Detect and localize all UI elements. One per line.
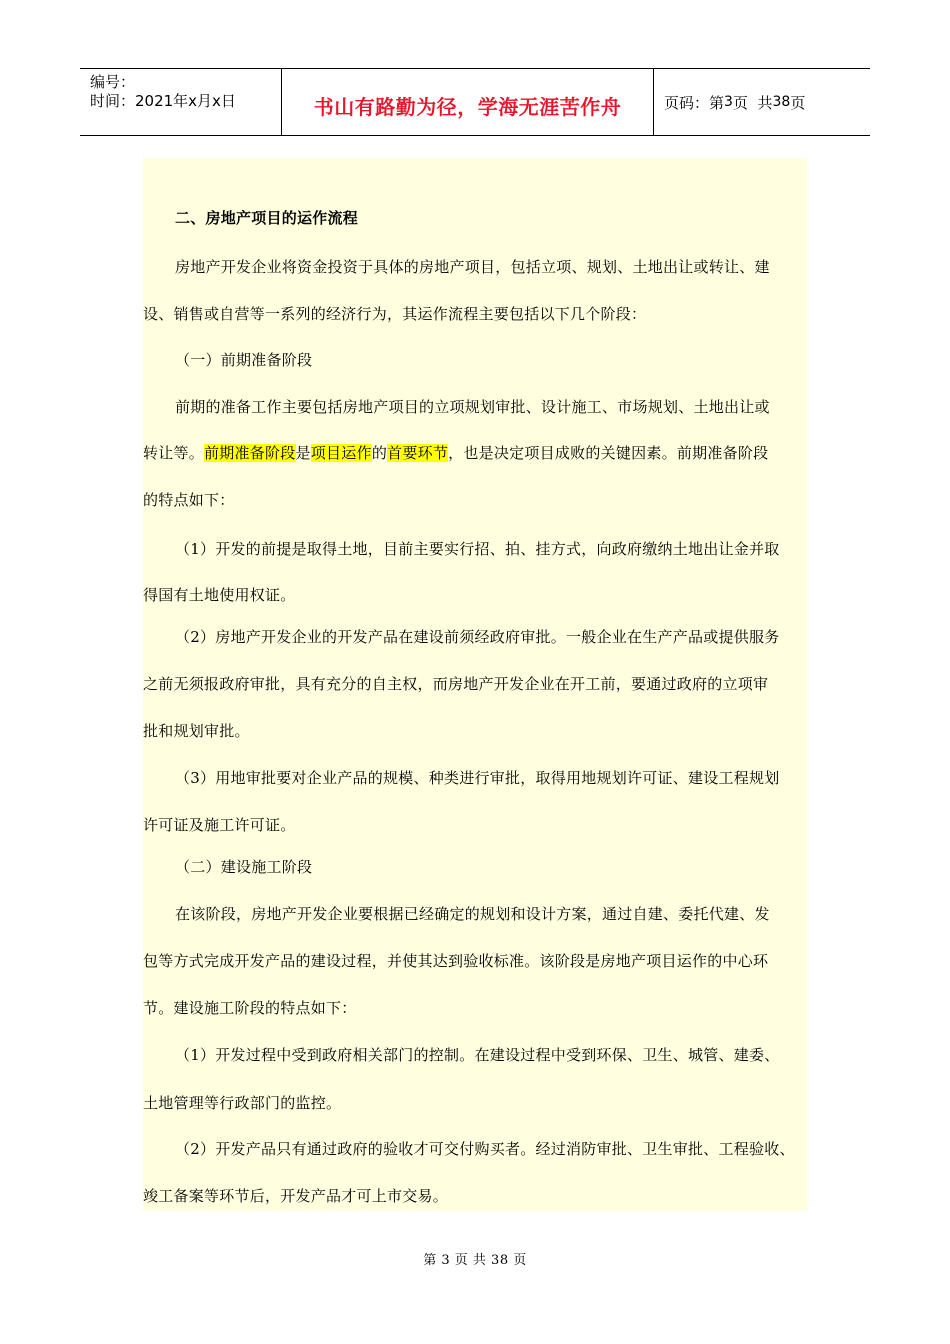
list-item-line: 土地管理等行政部门的监控。 bbox=[143, 1094, 342, 1112]
list-item-line: 批和规划审批。 bbox=[143, 722, 250, 740]
paragraph-line: 包等方式完成开发产品的建设过程，并使其达到验收标准。该阶段是房地产项目运作的中心环 bbox=[143, 952, 769, 970]
intro-line: 设、销售或自营等一系列的经济行为，其运作流程主要包括以下几个阶段： bbox=[143, 305, 647, 323]
page-current: 3 bbox=[724, 94, 733, 110]
list-item-line: （2）房地产开发企业的开发产品在建设前须经政府审批。一般企业在生产产品或提供服务 bbox=[175, 628, 780, 646]
list-item-line: （1）开发过程中受到政府相关部门的控制。在建设过程中受到环保、卫生、城管、建委、 bbox=[175, 1046, 780, 1064]
document-header bbox=[80, 68, 870, 136]
document-number-label: 编号： bbox=[90, 73, 136, 91]
paragraph-line: 前期的准备工作主要包括房地产项目的立项规划审批、设计施工、市场规划、土地出让或 bbox=[175, 398, 770, 416]
list-item-line: （2）开发产品只有通过政府的验收才可交付购买者。经过消防审批、卫生审批、工程验收、 bbox=[175, 1140, 795, 1158]
text-run: 转让等。 bbox=[143, 444, 205, 462]
list-item-line: 之前无须报政府审批，具有充分的自主权，而房地产开发企业在开工前，要通过政府的立项审 bbox=[143, 675, 769, 693]
list-item-line: 许可证及施工许可证。 bbox=[143, 816, 296, 834]
page-total: 38 bbox=[772, 94, 791, 110]
highlighted-text: 前期准备阶段 bbox=[204, 444, 296, 462]
paragraph-line: 在该阶段，房地产开发企业要根据已经确定的规划和设计方案，通过自建、委托代建、发 bbox=[175, 905, 770, 923]
paragraph-line bbox=[143, 446, 807, 461]
paragraph-line: 的特点如下： bbox=[143, 491, 235, 509]
text-run: 是 bbox=[295, 444, 311, 462]
page-footer: 第 3 页 共 38 页 bbox=[423, 1253, 527, 1268]
intro-line: 房地产开发企业将资金投资于具体的房地产项目，包括立项、规划、土地出让或转让、建 bbox=[175, 258, 770, 276]
header-motto-cell bbox=[282, 69, 654, 135]
section-title: 二、房地产项目的运作流程 bbox=[175, 209, 359, 227]
page-suffix: 页 bbox=[790, 93, 806, 112]
highlighted-text: 项目运作 bbox=[310, 444, 372, 462]
text-run: ，也是决定项目成败的关键因素。前期准备阶段 bbox=[448, 444, 769, 462]
page-prefix: 页码：第 bbox=[664, 93, 725, 112]
list-item-line: （1）开发的前提是取得土地，目前主要实行招、拍、挂方式，向政府缴纳土地出让金并取 bbox=[175, 540, 780, 558]
text-run: 的 bbox=[371, 444, 388, 462]
paragraph-line: 节。建设施工阶段的特点如下： bbox=[143, 999, 357, 1017]
highlighted-text: 首要环节 bbox=[387, 444, 449, 462]
stage1-title: （一）前期准备阶段 bbox=[175, 351, 313, 369]
list-item-line: 得国有土地使用权证。 bbox=[143, 586, 296, 604]
document-body bbox=[143, 158, 807, 1211]
header-motto: 书山有路勤为径，学海无涯苦作舟 bbox=[313, 94, 622, 119]
page-middle: 页 共 bbox=[732, 93, 773, 112]
document-time-label: 时间：2021年x月x日 bbox=[90, 92, 236, 110]
list-item-line: 竣工备案等环节后，开发产品才可上市交易。 bbox=[143, 1187, 449, 1205]
header-meta-cell bbox=[80, 69, 282, 135]
list-item-line: （3）用地审批要对企业产品的规模、种类进行审批，取得用地规划许可证、建设工程规划 bbox=[175, 769, 780, 787]
stage2-title: （二）建设施工阶段 bbox=[175, 858, 313, 876]
header-page-cell bbox=[654, 69, 870, 135]
